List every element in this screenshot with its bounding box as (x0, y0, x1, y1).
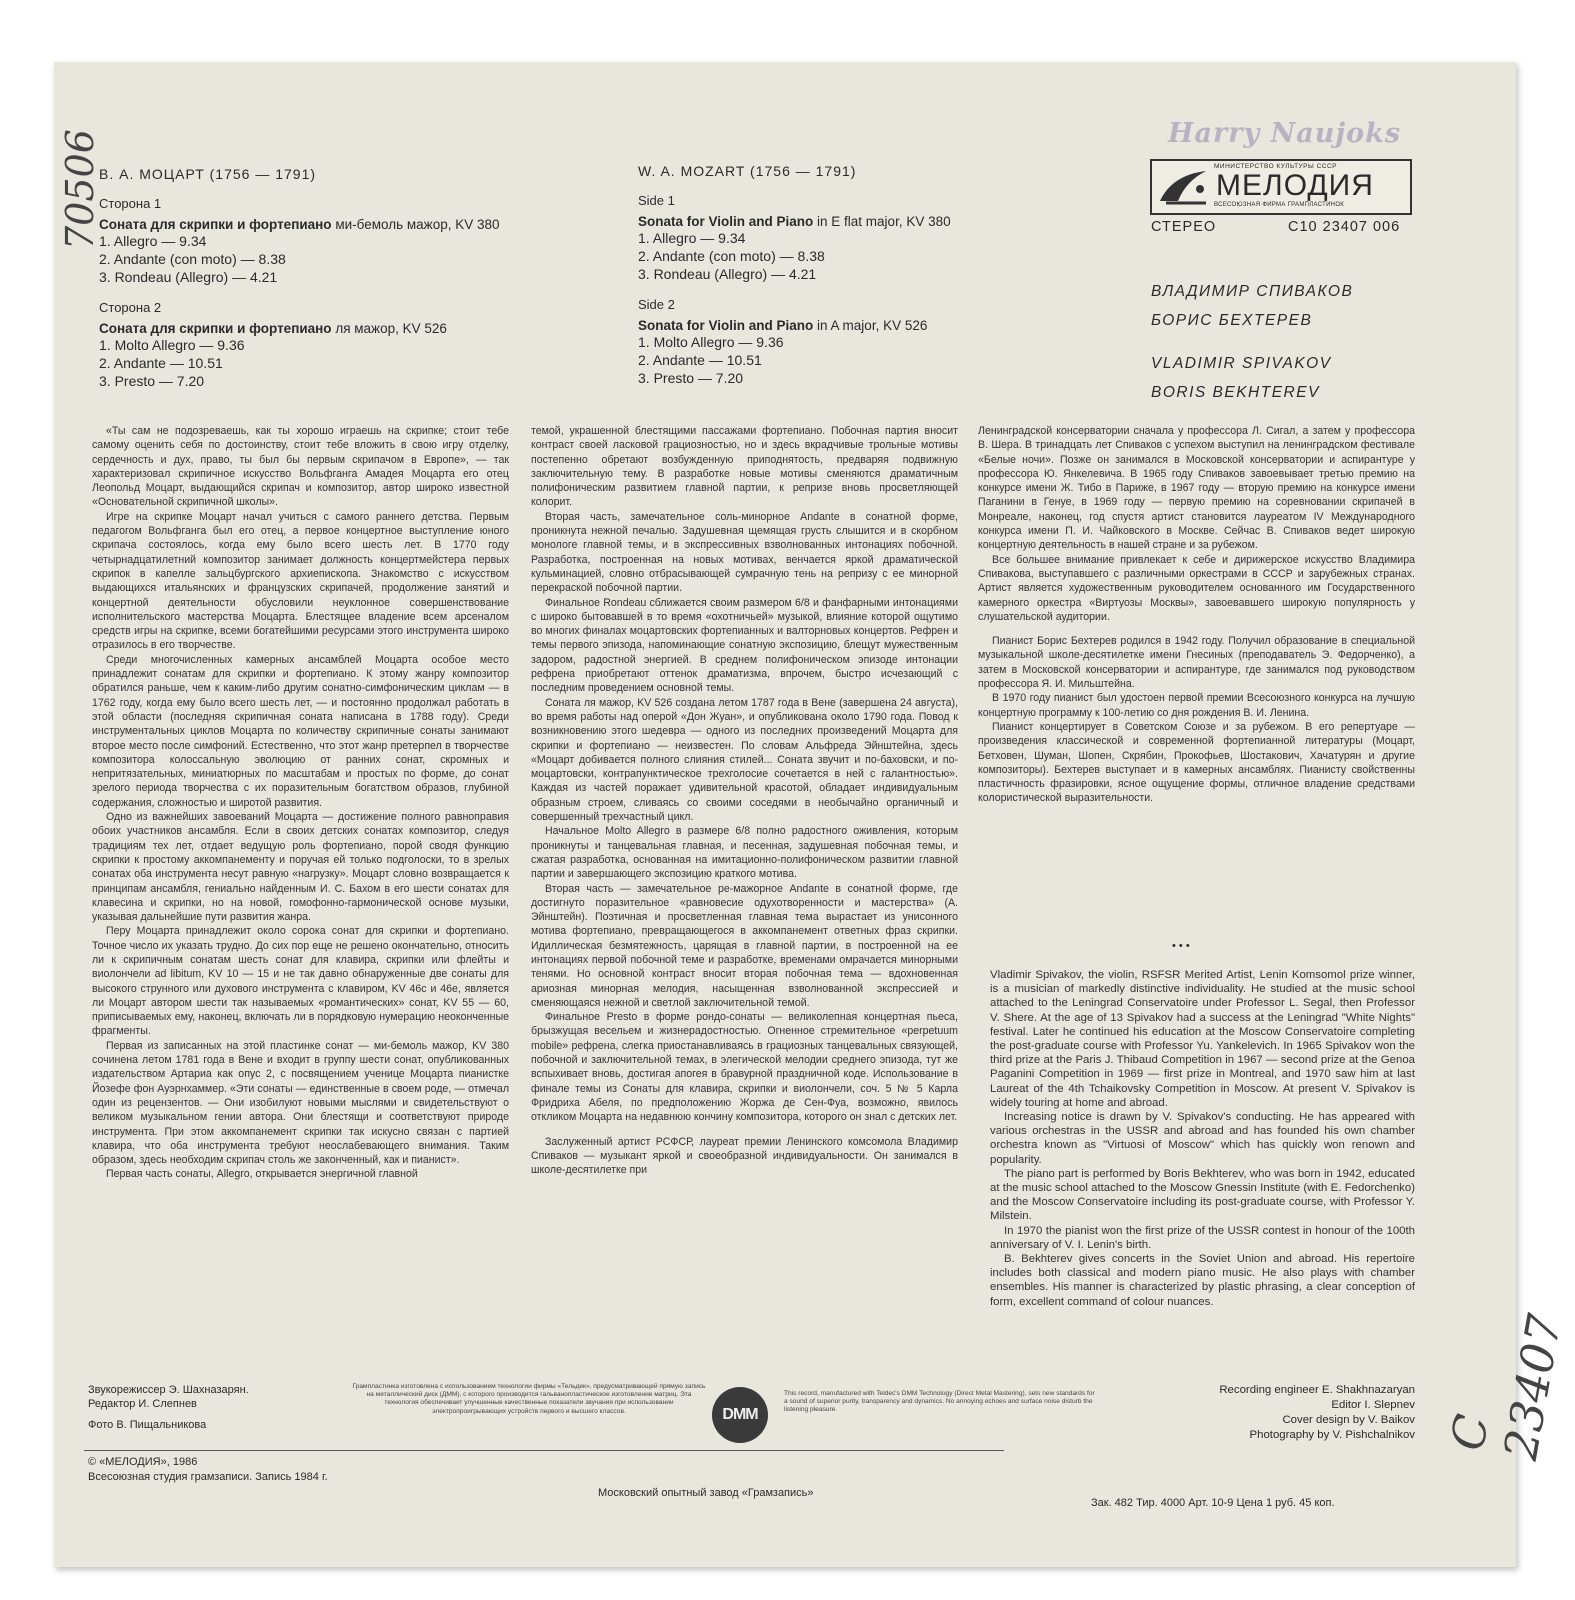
dmm-logo-text: DMM (722, 1406, 758, 1423)
track-list-en-2 (638, 333, 1148, 387)
side2-ru: Сторона 2 (99, 300, 162, 315)
paragraph: Vladimir Spivakov, the violin, RSFSR Merited Artist, Lenin Komsomol prize winner, is a musician of markedly distinctive individuality. He studied at the music school attached to the Leningrad Conservatoire under Professor L. Segal, then Professor V. Shere. At the age of 13 Spivakov had a success at the Leningrad "White Nights" festival. Later he continued his education at the Moscow Conservatoire completing the post-graduate course with Professor Yu. Yankelevich. In 1965 Spivakov won the third prize at the Paris J. Thibaud Competition in 1967 — second prize at the Genoa Paganini Competition in 1969 — first prize in Montreal, and 1970 saw him at last Laureat of the 4th Tchaikovsky Competition in Moscow. At present V. Spivakov is widely touring at home and abroad. (990, 969, 1415, 1109)
track-list-ru-2 (99, 336, 609, 390)
paragraph: темой, украшенной блестящими пассажами фортепиано. Побочная партия вносит контраст своей ласковой грациозностью, но и здесь вкрадчивые трольные мотивы постепенно обретают возбужденную приподнятость, предваряя подвижную заключительную тему. В разработке новые мотивы сменяются драматичным полифоническим развитием главной партии, к репризе вновь просветляющей колорит. (531, 425, 958, 509)
credit-line: Фото В. Пищальникова (88, 1419, 207, 1431)
paragraph: Одно из важнейших завоеваний Моцарта — достижение полного равноправия обоих участников ансамбля. Если в своих детских сонатах композитор, следуя традициям тех лет, отдает ведущую роль фортепиано, порой сводя функцию скрипки к простому аккомпанементу и поручая ей только подголоски, то в зрелых сонатах оба инструмента несут равную «нагрузку». Моцарт словно возвращается к принципам ансамбля, гениально найденным И. С. Бахом в его шести сонатах для клавесина и скрипки, но на новой, гомофонно-гармонической основе музыки, указывая дальнейшие пути развития жанра. (92, 811, 509, 924)
side1-en: Side 1 (638, 193, 675, 208)
handwritten-left-number: 70506 (58, 129, 102, 250)
track-list-en-1 (638, 229, 1148, 283)
artist-ru-1: ВЛАДИМИР СПИВАКОВ (1151, 283, 1354, 300)
sonata2-ru-title: Соната для скрипки и фортепиано (99, 321, 332, 336)
artist-en-1: VLADIMIR SPIVAKOV (1151, 355, 1332, 372)
factory-name: Московский опытный завод «Грамзапись» (598, 1487, 814, 1499)
paragraph: The piano part is performed by Boris Bekhterev, who was born in 1942, educated at the music school attached to the Moscow Gnessin Institute (with E. Fedorchenko) and the Moscow Conservatoire including its post-graduate course, with Professor Y. Milstein. (990, 1167, 1415, 1223)
track: 1. Molto Allegro — 9.36 (638, 334, 784, 350)
paragraph: Ленинградской консерватории сначала у профессора Л. Сигал, а затем у профессора В. Шера. В тринадцать лет Спиваков с успехом выступил на ленинградском фестивале «Белые ночи». Позже он занимался в Московской консерватории и аспирантуре у профессора Ю. Янкелевича. В 1965 году Спиваков завоевывает третью премию на конкурсе имени Ж. Тибо в Париже, в 1967 году — вторую премию на конкурсе имени Паганини в Генуе, в 1969 году — первую премию на соревновании скрипачей в Монреале, наконец, год спустя артист становится лауреатом IV Международного конкурса имени П. И. Чайковского в Москве. Сейчас В. Спиваков ведет широкую концертную деятельность в нашей стране и за рубежом. (978, 425, 1415, 552)
paragraph: Increasing notice is drawn by V. Spivakov's conducting. He has appeared with various orchestras in the USSR and abroad and has founded his own chamber orchestra known as "Virtuosi of Moscow" which has quickly won renown and popularity. (990, 1111, 1415, 1166)
copyright: © «МЕЛОДИЯ», 1986 (88, 1456, 198, 1468)
paragraph: Пианист концертирует в Советском Союзе и за рубежом. В его репертуаре — произведения классической и современной фортепианной литературы (Моцарт, Бетховен, Шуман, Шопен, Скрябин, Прокофьев, Шостакович, Хачатурян и другие композиторы). Бехтерев выступает и в камерных ансамблях. Пианисту свойственны пластичность фразировки, ясное ощущение формы, отличное владение средствами колористической выразительности. (978, 720, 1415, 805)
dmm-note-ru: Грампластинка изготовлена с использованием технологии фирмы «Тельдек», предусматривающей прямую запись на металлический диск (ДММ), с которого производится гальванопластическое изготовление матриц. Эта технология обеспечивает улучшенные качественные показатели звучания при использовании электропроигрывающих устройств первого и высшего классов. (352, 1383, 706, 1415)
track: 1. Allegro — 9.34 (638, 230, 746, 246)
artist-en-2: BORIS BEKHTEREV (1151, 384, 1320, 401)
paragraph: Начальное Molto Allegro в размере 6/8 полно радостного оживления, которым проникнуты и танцевальная главная, и песенная, задушевная побочная темы, и сжатая разработка, основанная на имитационно-полифоническом развитии главной партии и завершающего экспозицию краткого мотива. (531, 825, 958, 881)
sonata1-en-key: in E flat major, KV 380 (813, 214, 951, 229)
paragraph: Соната ля мажор, KV 526 создана летом 1787 года в Вене (завершена 24 августа), во время работы над оперой «Дон Жуан», и опубликована около 1790 года. Повод к возникновению этого шедевра — одного из последних произведений Моцарта для скрипки и фортепиано — неизвестен. По словам Альфреда Эйнштейна, здесь «Моцарт добивается полного слияния стилей... Соната звучит и по-баховски, и по-моцартовски, контрапунктическое трехголосие сочетается в ней с галантностью». Каждая из частей поражает удивительной красотой, обладает индивидуальным образным строем, сливаясь со своими соседями в необычайно органичный и совершенный трехчастный цикл. (531, 696, 958, 824)
credit-line: Cover design by V. Baikov (1282, 1414, 1415, 1426)
paragraph: Финальное Rondeau сближается своим размером 6/8 и фанфарными интонациями с широко бытовавшей в то время «охотничьей» музыкой, влияние которой ощутимо во многих финалах моцартовских фортепианных и валторновых концертов. Рефрен и темы первого эпизода, напоминающие сонатную экспозицию, блещут мужественным задором, радостной энергией. В среднем полифоническом эпизоде интонации рефрена приобретают оттенок драматизма, впрочем, быстро исчезающий с последним проведением основной темы. (531, 596, 958, 695)
paragraph: B. Bekhterev gives concerts in the Soviet Union and abroad. His repertoire includes both classical and modern piano music. He also plays with chamber ensembles. His manner is characterized by plastic phrasing, a clear conception of form, excellent command of colour nuances. (990, 1253, 1415, 1308)
paragraph: Игре на скрипке Моцарт начал учиться с самого раннего детства. Первым педагогом Вольфганга был его отец, а первое концертное выступление юного скрипача состоялось, когда ему было всего шесть лет. В 1770 году четырнадцатилетний композитор занимает должность концертмейстера первых скрипок в капелле зальцбургского архиепископа. Знакомство с искусством выдающихся итальянских и французских скрипачей, продолжение занятий и концертной деятельности обусловили неуклонное совершенствование исполнительского мастерства Моцарта. Блестящее владение всем арсеналом средств игры на скрипке, всеми богатейшими ресурсами этого инструмента широко отразилось в его творчестве. (92, 510, 509, 652)
sonata1-ru-key: ми-бемоль мажор, KV 380 (331, 217, 500, 232)
paragraph: В 1970 году пианист был удостоен первой премии Всесоюзного конкурса на лучшую концертную программу к 100-летию со дня рождения В. И. Ленина. (978, 692, 1415, 719)
sonata2-en-key: in A major, KV 526 (813, 318, 928, 333)
logo-brand: МЕЛОДИЯ (1216, 169, 1374, 202)
liner-notes-column-3-ru (978, 424, 1415, 806)
track: 3. Rondeau (Allegro) — 4.21 (99, 269, 278, 285)
section-separator: • • • (1172, 940, 1190, 952)
paragraph: Вторая часть, замечательное соль-минорное Andante в сонатной форме, проникнута нежной печалью. Задушевная щемящая грусть слышится и в скорбном монологе главной темы, и в экспрессивных взволнованных интонациях побочной. Разработка, построенная на новых мотивах, венчается яркой драматической кульминацией, словно отбрасывающей сумрачную тень на репризу с ее минорной перекраской побочной партии. (531, 510, 958, 595)
sonata1-en-title: Sonata for Violin and Piano (638, 214, 814, 229)
composer-en: W. A. MOZART (1756 — 1791) (638, 163, 857, 179)
paragraph: «Ты сам не подозреваешь, как ты хорошо играешь на скрипке; стоит тебе самому оценить себя по достоинству, стоит тебе вложить в свою игру отделку, сердечность и дух, право, ты был бы первым скрипачом в Европе», — так характеризовал скрипичное искусство Вольфганга Амадея Моцарта его отец Леопольд Моцарт, выдающийся скрипач и композитор, автор широко известной «Основательной скрипичной школы». (92, 425, 509, 509)
credits-en (1110, 1383, 1415, 1443)
paragraph: Первая часть сонаты, Allegro, открывается энергичной главной (106, 1168, 418, 1181)
track: 1. Allegro — 9.34 (99, 233, 207, 249)
catalog-number: С10 23407 006 (1288, 219, 1401, 235)
paragraph: Перу Моцарта принадлежит около сорока сонат для скрипки и фортепиано. Точное число их указать трудно. До сих пор еще не решено окончательно, относить ли к скрипичным сонатам шесть сонат для клавира, скрипки или флейты и виолончели ad libitum, KV 10 — 15 и не так давно обнаруженные две сонаты для высокого струнного или духового инструмента с клавиром, KV 46c и 46e, является ли Моцарт автором шести так называемых «романтических» сонат, KV 55 — 60, приписываемых ему, наконец, включать ли в порядковую нумерацию неоконченные фрагменты. (92, 925, 509, 1038)
track: 1. Molto Allegro — 9.36 (99, 337, 245, 353)
track: 2. Andante — 10.51 (638, 352, 762, 368)
track-list-ru-1 (99, 232, 609, 286)
liner-notes-column-2 (531, 424, 958, 1177)
stereo-label: СТЕРЕО (1151, 219, 1217, 235)
paragraph: Пианист Борис Бехтерев родился в 1942 году. Получил образование в специальной музыкальной школе-десятилетке имени Гнесиных (преподаватель Э. Федорченко), а затем в Московской консерватории и аспирантуре, где занимался под руководством профессора Я. И. Мильштейна. (978, 635, 1415, 691)
paragraph: Все большее внимание привлекает к себе и дирижерское искусство Владимира Спивакова, выступавшего с различными оркестрами в СССР и зарубежных странах. Артист является художественным руководителем основанного им Государственного камерного оркестра «Виртуозы Москвы», завоевавшего широкую популярность у слушательской аудитории. (978, 553, 1415, 623)
credit-line: Редактор И. Слепнев (88, 1398, 197, 1410)
sonata1-en (638, 214, 1148, 229)
sonata2-en-title: Sonata for Violin and Piano (638, 318, 814, 333)
owner-stamp: Harry Naujoks (1168, 118, 1402, 149)
program-en (638, 163, 1148, 387)
sonata2-en (638, 318, 1148, 333)
credit-line: Photography by V. Pishchalnikov (1249, 1429, 1415, 1441)
track: 2. Andante (con moto) — 8.38 (99, 251, 286, 267)
sonata2-ru-key: ля мажор, KV 526 (331, 321, 447, 336)
paragraph: Первая из записанных на этой пластинке сонат — ми-бемоль мажор, KV 380 сочинена летом 1781 года в Вене и входит в группу шести сонат, опубликованных издательством Артариа как опус 2, с посвящением ученице Моцарта пианистке Йозефе фон Ауэрнхаммер. «Эти сонаты — единственные в своем роде, — отмечал один из рецензентов. — Они изобилуют новыми мыслями и свидетельствуют о великом музыкальном гении автора. Они блестящи и соответствуют природе инструмента. При этом аккомпанемент скрипки так искусно связан с партией клавира, что оба инструмента требуют неослабевающего внимания. Таким образом, здесь необходим скрипач столь же законченный, как и пианист». (92, 1039, 509, 1167)
sonata2-ru (99, 321, 609, 336)
track: 3. Presto — 7.20 (638, 370, 744, 386)
track: 3. Rondeau (Allegro) — 4.21 (638, 266, 817, 282)
dmm-logo (712, 1387, 768, 1443)
track: 3. Presto — 7.20 (99, 373, 205, 389)
track: 2. Andante — 10.51 (99, 355, 223, 371)
sonata1-ru (99, 217, 609, 232)
logo-ministry: МИНИСТЕРСТВО КУЛЬТУРЫ СССР (1214, 163, 1337, 170)
liner-notes-column-3-en (990, 968, 1415, 1309)
program-ru (99, 166, 609, 390)
melodiya-emblem-icon (1156, 165, 1212, 207)
paragraph: Среди многочисленных камерных ансамблей Моцарта особое место принадлежит сонатам для скрипки и фортепиано. К этому жанру композитор обратился раньше, чем к каким-либо другим сонатно-симфоническим циклам — в 1762 году, когда ему было всего шесть лет, — и постоянно продолжал работать в этой области (последняя скрипичная соната написана в 1788 году). Среди инструментальных циклов Моцарта по количеству скрипичные сонаты занимают второе место после симфоний. Естественно, что этот жанр претерпел в творчестве композитора колоссальную эволюцию от ранних сонат, скромных и непритязательных, миниатюрных по масштабам и простых по форме, до сонат зрелого периода творчества с их поразительным богатством образов, глубиной содержания, сложностью и широтой развития. (92, 653, 509, 809)
composer-ru: В. А. МОЦАРТ (1756 — 1791) (99, 166, 317, 182)
paragraph: Финальное Presto в форме рондо-сонаты — великолепная концертная пьеса, брызжущая весельем и жизнерадостностью. Огненное стремительное «perpetuum mobile» рефрена, слегка приостанавливаясь в грациозных танцевальных связующей, побочной и заключительной темах, в элегической мелодии среднего эпизода, тут же вспыхивает вновь, достигая апогея в бравурной праздничной коде. Использование в финале темы из Сонаты для клавира, скрипки и виолончели, соч. 5 № 5 Карла Фридриха Абеля, по предположению Жоржа де Сен-Фуа, возможно, явилось откликом Моцарта на недавнюю кончину композитора, которого он знал с детских лет. (531, 1011, 958, 1124)
credit-line: Звукорежиссер Э. Шахназарян. (88, 1384, 249, 1396)
credits-ru (88, 1383, 249, 1432)
artist-ru-2: БОРИС БЕХТЕРЕВ (1151, 312, 1313, 329)
side2-en: Side 2 (638, 297, 675, 312)
order-info: Зак. 482 Тир. 4000 Арт. 10-9 Цена 1 руб. 45 коп. (1091, 1497, 1335, 1509)
studio-line: Всесоюзная студия грамзаписи. Запись 1984 г. (88, 1471, 328, 1483)
paragraph: Заслуженный артист РСФСР, лауреат премии Ленинского комсомола Владимир Спиваков — музыкант яркой и своеобразной индивидуальности. Он занимался в школе-десятилетке при (531, 1135, 958, 1177)
track: 2. Andante (con moto) — 8.38 (638, 248, 825, 264)
side1-ru: Сторона 1 (99, 196, 162, 211)
credit-line: Editor I. Slepnev (1331, 1399, 1415, 1411)
credits-divider (84, 1450, 1004, 1451)
artists-block (1151, 277, 1353, 407)
handwritten-right-number: C 23407 (1440, 1310, 1572, 1464)
credit-line: Recording engineer E. Shakhnazaryan (1219, 1384, 1415, 1396)
paragraph: Вторая часть — замечательное ре-мажорное Andante в сонатной форме, где достигнуто поразительное «равновесие одухотворенности и мастерства» (А. Эйнштейн). Поэтичная и просветленная главная тема вырастает из унисонного мотива фортепиано, превращающегося в аккомпанемент ответных фраз скрипки. Идиллическая безмятежность, царящая в главной партии, в построенной на ее интонациях первой побочной теме и разработке, временами омрачается минорными тенями. Но основной контраст вносит вторая побочная тема — вдохновенная ариозная минорная мелодия, насыщенная взволнованной экспрессией и сменяющаяся нежной и светлой заключительной темой. (531, 882, 958, 1009)
melodiya-logo (1150, 159, 1412, 215)
paragraph: In 1970 the pianist won the first prize of the USSR contest in honour of the 100th anniversary of V. I. Lenin's birth. (990, 1224, 1415, 1251)
dmm-note-en: This record, manufactured with Teldec's DMM Technology (Direct Metal Mastering), sets new standards for a sound of superior purity, transparency and dynamics. No annoying echoes and surface noise disturb the listening pleasure. (784, 1390, 1095, 1414)
logo-firm: ВСЕСОЮЗНАЯ ФИРМА ГРАМПЛАСТИНОК (1214, 202, 1345, 208)
liner-notes-column-1 (92, 424, 509, 1182)
sonata1-ru-title: Соната для скрипки и фортепиано (99, 217, 332, 232)
